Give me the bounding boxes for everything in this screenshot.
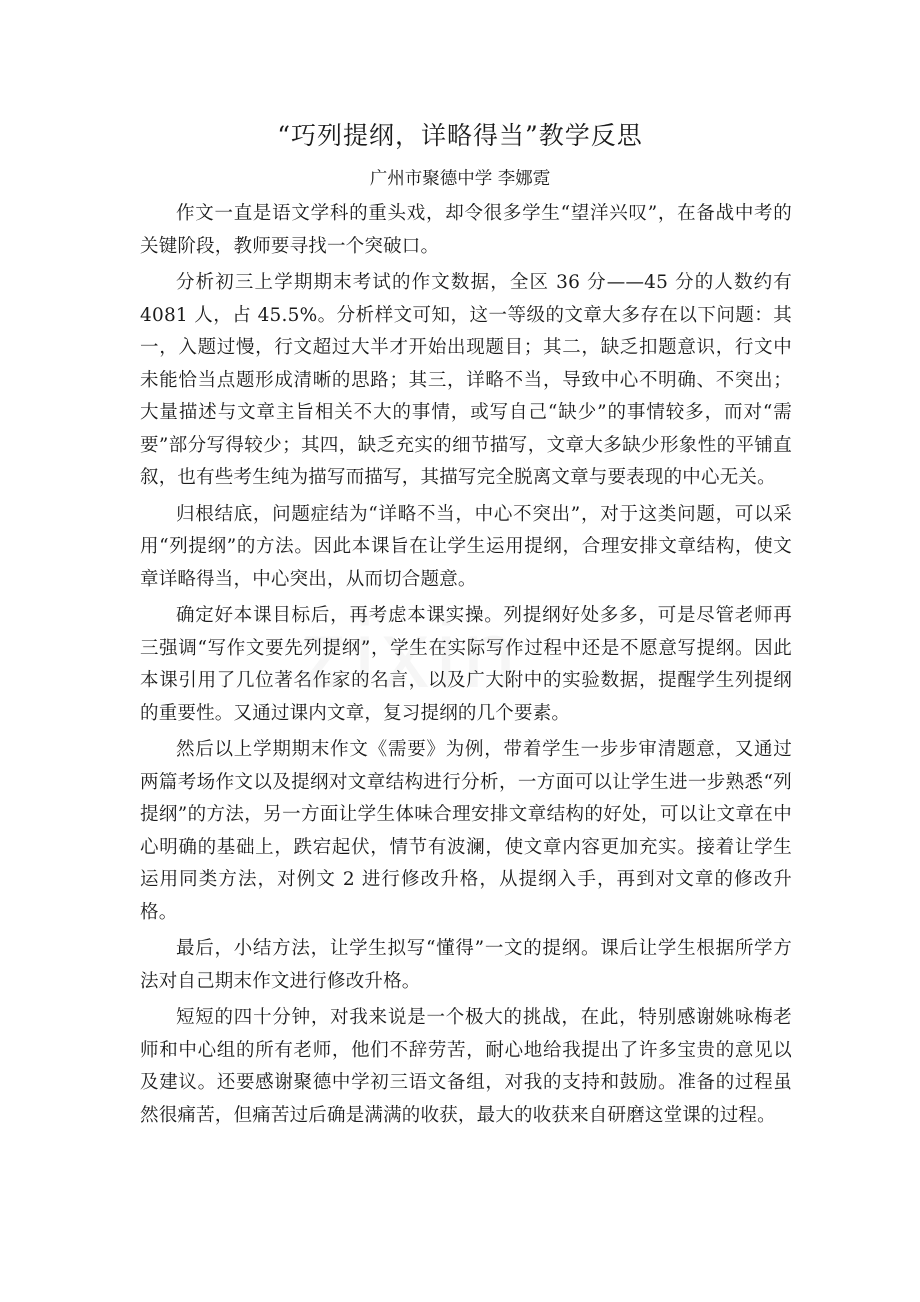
document-body xyxy=(140,198,792,1136)
paragraph-2: 分析初三上学期期末考试的作文数据，全区 36 分——45 分的人数约有 4081 人，占 45.5%。分析样文可知，这一等级的文章大多存在以下问题：其一，入题过慢，行文超过大半才开始出现题目；其二，缺乏扣题意识，行文中未能恰当点题形成清晰的思路；其三，详略不当，导致中心不明确、不突出；大量描述与文章主旨相关不大的事情，或写自己“缺少”的事情较多，而对“需要”部分写得较少；其四，缺乏充实的细节描写，文章大多缺少形象性的平铺直叙，也有些考生纯为描写而描写，其描写完全脱离文章与要表现的中心无关。 xyxy=(140,272,792,488)
document-title: “巧列提纲，详略得当”教学反思 xyxy=(277,121,643,150)
paragraph-5: 然后以上学期期末作文《需要》为例，带着学生一步步审清题意，又通过两篇考场作文以及提纲对文章结构进行分析，一方面可以让学生进一步熟悉“列提纲”的方法，另一方面让学生体味合理安排文章结构的好处，可以让文章在中心明确的基础上，跌宕起伏，情节有波澜，使文章内容更加充实。接着让学生运用同类方法，对例文 2 进行修改升格，从提纲入手，再到对文章的修改升格。 xyxy=(140,739,792,923)
paragraph-4: 确定好本课目标后，再考虑本课实操。列提纲好处多多，可是尽管老师再三强调“写作文要先列提纲”，学生在实际写作过程中还是不愿意写提纲。因此本课引用了几位著名作家的名言，以及广大附中的实验数据，提醒学生列提纲的重要性。又通过课内文章，复习提纲的几个要素。 xyxy=(140,605,792,724)
paragraph-3: 归根结底，问题症结为“详略不当，中心不突出”，对于这类问题，可以采用“列提纲”的方法。因此本课旨在让学生运用提纲，合理安排文章结构，使文章详略得当，中心突出，从而切合题意。 xyxy=(140,503,792,590)
paragraph-1: 作文一直是语文学科的重头戏，却令很多学生“望洋兴叹”，在备战中考的关键阶段，教师要寻找一个突破口。 xyxy=(140,203,792,257)
paragraph-7: 短短的四十分钟，对我来说是一个极大的挑战，在此，特别感谢姚咏梅老师和中心组的所有老师，他们不辞劳苦，耐心地给我提出了许多宝贵的意见以及建议。还要感谢聚德中学初三语文备组，对我的支持和鼓励。准备的过程虽然很痛苦，但痛苦过后确是满满的收获，最大的收获来自研磨这堂课的过程。 xyxy=(140,1007,792,1126)
paragraph-6: 最后，小结方法，让学生拟写“懂得”一文的提纲。课后让学生根据所学方法对自己期末作文进行修改升格。 xyxy=(140,938,792,992)
author-line: 广州市聚德中学 李娜霓 xyxy=(369,169,551,189)
